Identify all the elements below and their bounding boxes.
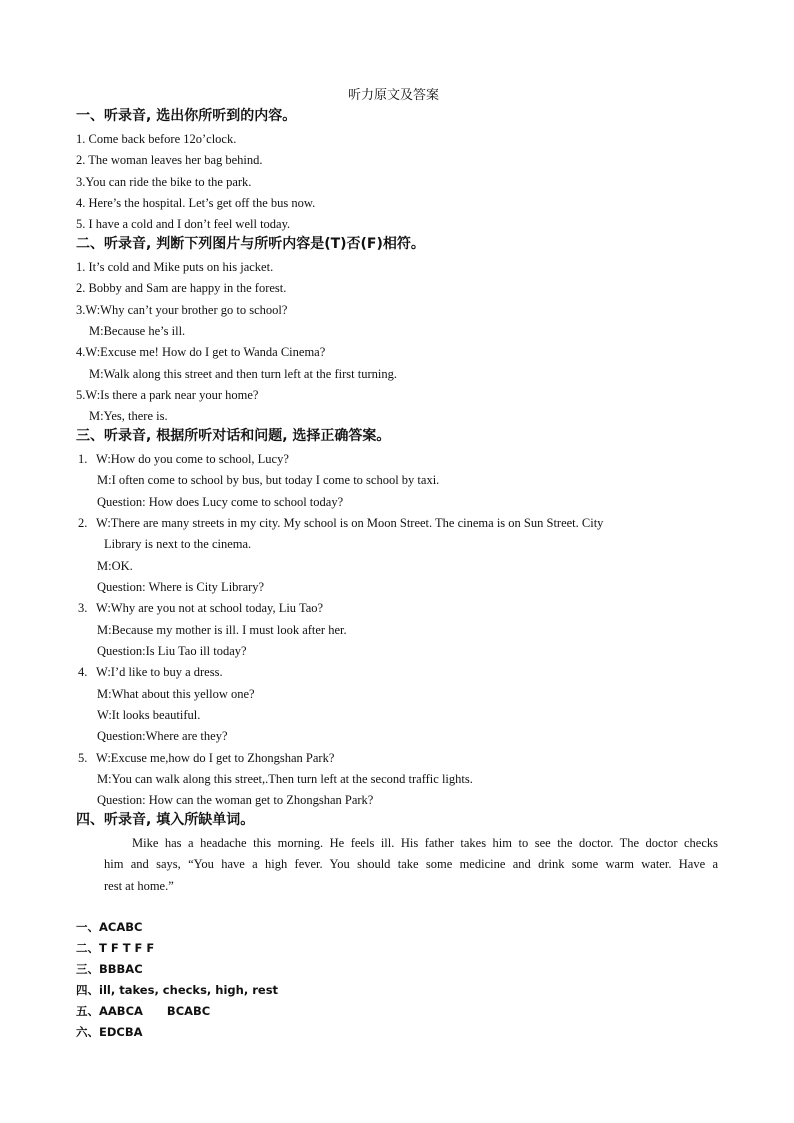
answer-line: 三、BBBAC [76, 962, 143, 976]
s1-item: 3.You can ride the bike to the park. [76, 175, 252, 189]
dialogue-number: 2. [78, 516, 88, 530]
s2-line: M:Yes, there is. [89, 409, 168, 423]
dialogue-question: Question:Where are they? [97, 729, 228, 743]
s1-item: 2. The woman leaves her bag behind. [76, 153, 263, 167]
dialogue-question: Question: Where is City Library? [97, 580, 265, 594]
dialogue-number: 4. [78, 665, 88, 679]
dialogue-number: 3. [78, 601, 88, 615]
s2-line: 2. Bobby and Sam are happy in the forest. [76, 281, 287, 295]
dialogue-line: W:How do you come to school, Lucy? [96, 452, 289, 466]
s2-line: 1. It’s cold and Mike puts on his jacket. [76, 260, 274, 274]
passage-line: him and says, “You have a high fever. You should take some medicine and drink some warm water. Have a [104, 857, 718, 871]
dialogue-question: Question: How can the woman get to Zhongshan Park? [97, 793, 374, 807]
dialogue-line: W:It looks beautiful. [97, 708, 201, 722]
dialogue-line: M:OK. [97, 559, 133, 573]
s2-line: M:Walk along this street and then turn left at the first turning. [89, 367, 397, 381]
section-1-heading: 一、听录音, 选出你所听到的内容。 [76, 108, 297, 124]
s2-line: 5.W:Is there a park near your home? [76, 388, 259, 402]
dialogue-number: 1. [78, 452, 88, 466]
answer-line: 五、AABCA BCABC [76, 1004, 211, 1018]
dialogue-line: W:Why are you not at school today, Liu Tao? [96, 601, 324, 615]
section-2-heading: 二、听录音, 判断下列图片与所听内容是(T)否(F)相符。 [76, 236, 425, 252]
dialogue-line: M:What about this yellow one? [97, 687, 255, 701]
dialogue-question: Question: How does Lucy come to school today? [97, 495, 344, 509]
section-3-heading: 三、听录音, 根据所听对话和问题, 选择正确答案。 [76, 428, 391, 444]
dialogue-line: M:Because my mother is ill. I must look after her. [97, 623, 347, 637]
dialogue-line: W:I’d like to buy a dress. [96, 665, 223, 679]
dialogue-line: M:I often come to school by bus, but today I come to school by taxi. [97, 473, 440, 487]
passage-line: Mike has a headache this morning. He feels ill. His father takes him to see the doctor. The doctor checks [132, 836, 718, 850]
answer-line: 一、ACABC [76, 920, 143, 934]
passage-line: rest at home.” [104, 879, 174, 893]
dialogue-line: W:Excuse me,how do I get to Zhongshan Park? [96, 751, 335, 765]
dialogue-line: W:There are many streets in my city. My school is on Moon Street. The cinema is on Sun Street. City [96, 516, 604, 530]
s2-line: 3.W:Why can’t your brother go to school? [76, 303, 288, 317]
s1-item: 1. Come back before 12o’clock. [76, 132, 237, 146]
dialogue-line: M:You can walk along this street,.Then turn left at the second traffic lights. [97, 772, 473, 786]
s1-item: 4. Here’s the hospital. Let’s get off the bus now. [76, 196, 316, 210]
s2-line: 4.W:Excuse me! How do I get to Wanda Cinema? [76, 345, 326, 359]
s2-line: M:Because he’s ill. [89, 324, 186, 338]
dialogue-line: Library is next to the cinema. [104, 537, 252, 551]
answer-line: 六、EDCBA [76, 1025, 143, 1039]
page-title: 听力原文及答案 [348, 88, 440, 103]
section-4-heading: 四、听录音, 填入所缺单词。 [76, 812, 255, 828]
answer-line: 四、ill, takes, checks, high, rest [76, 983, 279, 997]
dialogue-number: 5. [78, 751, 88, 765]
s1-item: 5. I have a cold and I don’t feel well today. [76, 217, 291, 231]
answer-line: 二、T F T F F [76, 941, 155, 955]
dialogue-question: Question:Is Liu Tao ill today? [97, 644, 247, 658]
